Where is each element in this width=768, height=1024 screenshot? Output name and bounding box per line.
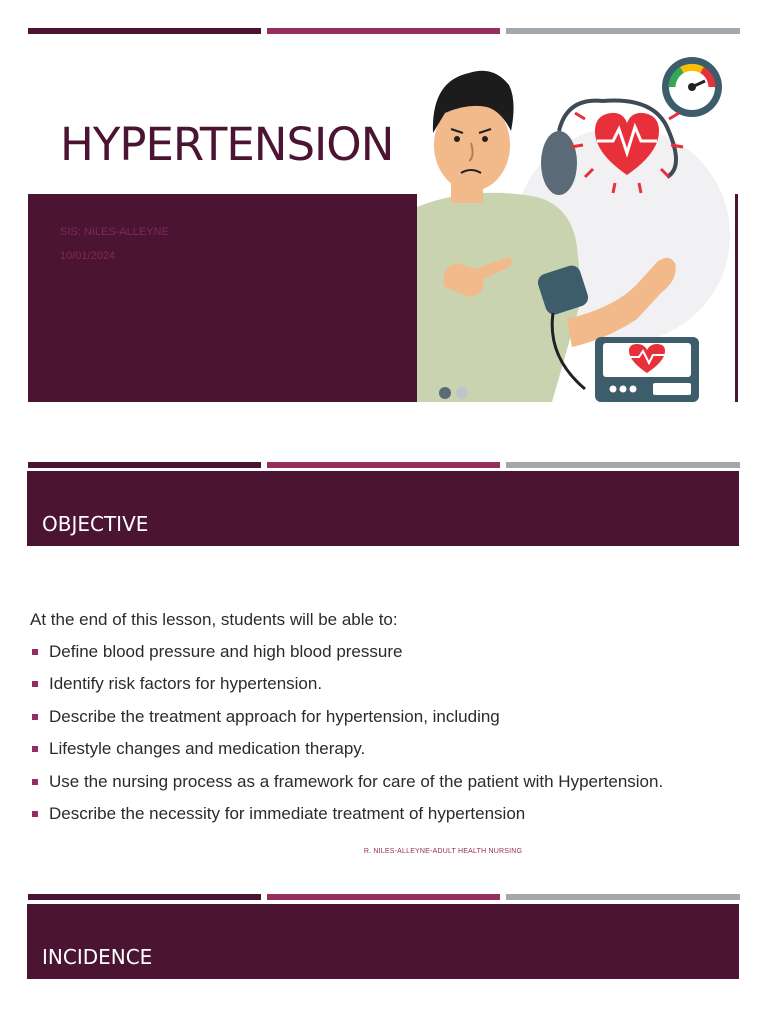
heart-monitor-icon — [595, 337, 699, 402]
list-item: Use the nursing process as a framework for care of the patient with Hypertension. — [30, 772, 663, 804]
accent-bar-gray — [506, 28, 740, 34]
title-subtitle-band — [28, 194, 417, 402]
slide1-right-rule — [735, 194, 738, 402]
objective-list — [30, 642, 663, 836]
incidence-header-band — [27, 904, 739, 979]
objective-intro: At the end of this lesson, students will be able to: — [30, 610, 398, 629]
objective-header-band — [27, 471, 739, 546]
accent-bar-magenta — [267, 894, 500, 900]
list-item: Define blood pressure and high blood pressure — [30, 642, 663, 674]
list-item: Lifestyle changes and medication therapy. — [30, 739, 663, 771]
list-item: Identify risk factors for hypertension. — [30, 674, 663, 706]
list-item: Describe the treatment approach for hypertension, including — [30, 707, 663, 739]
accent-bar-gray — [506, 894, 740, 900]
accent-bar-magenta — [267, 462, 500, 468]
accent-bar-plum — [28, 894, 261, 900]
slide-footer: R. NILES-ALLEYNE-ADULT HEALTH NURSING — [363, 848, 523, 855]
blood-pressure-gauge-icon — [662, 57, 722, 117]
list-item: Describe the necessity for immediate treatment of hypertension — [30, 804, 663, 836]
accent-bar-magenta — [267, 28, 500, 34]
presentation-date: 10/01/2024 — [60, 250, 116, 262]
objective-heading: OBJECTIVE — [42, 512, 149, 536]
incidence-heading: INCIDENCE — [42, 945, 153, 969]
slide-title: HYPERTENSION — [60, 118, 394, 171]
slide1-accent-bars — [28, 28, 740, 34]
accent-bar-gray — [506, 462, 740, 468]
accent-bar-plum — [28, 28, 261, 34]
slide3-accent-bars — [28, 894, 740, 900]
accent-bar-plum — [28, 462, 261, 468]
presenter-name: SIS: NILES-ALLEYNE — [60, 226, 169, 238]
slide2-accent-bars — [28, 462, 740, 468]
hypertension-illustration — [417, 57, 735, 402]
